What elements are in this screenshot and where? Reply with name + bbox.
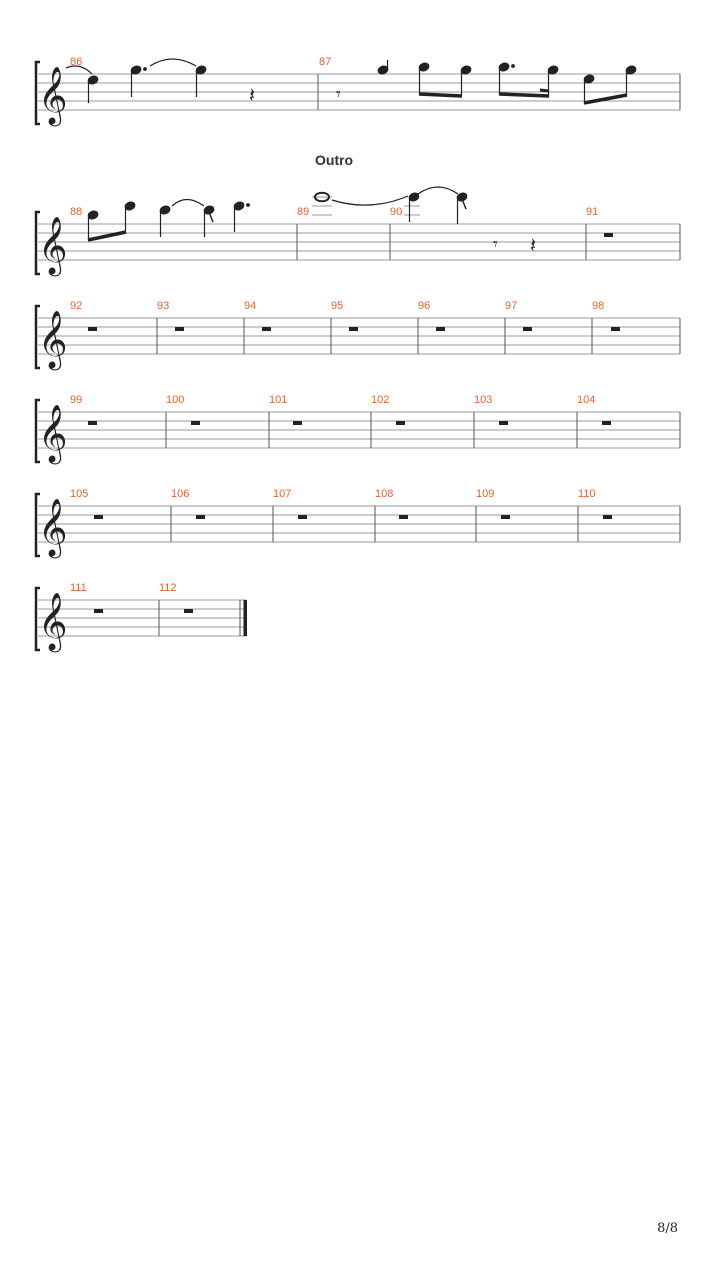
measure-number: 93 — [157, 300, 170, 312]
measure-number: 92 — [70, 300, 83, 312]
whole-rest-icon — [349, 327, 358, 331]
whole-rest-icon — [88, 327, 97, 331]
measure-number: 112 — [159, 582, 177, 594]
eighth-rest-icon: 𝄾 — [336, 84, 341, 105]
treble-clef-icon: 𝄞 — [38, 592, 68, 650]
whole-rest-icon — [604, 233, 613, 237]
quarter-rest-icon: 𝄽 — [249, 83, 256, 107]
notes-measure-88 — [87, 200, 249, 242]
measure-number: 108 — [375, 488, 394, 500]
measure-number: 91 — [586, 206, 599, 218]
measure-number: 89 — [297, 206, 310, 218]
whole-rest-icon — [396, 421, 405, 425]
treble-clef-icon: 𝄞 — [38, 404, 68, 462]
whole-rest-icon — [191, 421, 200, 425]
measure-number: 103 — [474, 394, 493, 406]
measure-number: 90 — [390, 206, 403, 218]
measure-number: 109 — [476, 488, 495, 500]
whole-rest-icon — [175, 327, 184, 331]
system-6 — [38, 600, 246, 636]
measure-number: 100 — [166, 394, 185, 406]
measure-number: 95 — [331, 300, 344, 312]
measure-number: 105 — [70, 488, 89, 500]
measure-number: 86 — [70, 56, 83, 68]
whole-rest-icon — [603, 515, 612, 519]
measure-number: 87 — [319, 56, 332, 68]
whole-rest-icon — [436, 327, 445, 331]
measure-number: 97 — [505, 300, 518, 312]
treble-clef-icon: 𝄞 — [38, 216, 68, 274]
whole-rest-icon — [611, 327, 620, 331]
whole-rest-icon — [94, 609, 103, 613]
notes-measure-87 — [377, 60, 637, 104]
system-4 — [38, 412, 680, 448]
whole-rest-icon — [196, 515, 205, 519]
measure-number: 102 — [371, 394, 390, 406]
section-label: Outro — [315, 152, 354, 168]
treble-clef-icon: 𝄞 — [38, 498, 68, 556]
whole-rest-icon — [88, 421, 97, 425]
measure-number: 98 — [592, 300, 605, 312]
measure-number: 101 — [269, 394, 288, 406]
measure-number: 96 — [418, 300, 431, 312]
measure-number: 88 — [70, 206, 83, 218]
whole-rest-icon — [501, 515, 510, 519]
whole-rest-icon — [262, 327, 271, 331]
measure-number: 99 — [70, 394, 83, 406]
whole-rest-icon — [184, 609, 193, 613]
system-5 — [38, 506, 680, 542]
measure-number: 106 — [171, 488, 190, 500]
system-3 — [38, 318, 680, 354]
whole-rest-icon — [293, 421, 302, 425]
whole-rest-icon — [523, 327, 532, 331]
whole-rest-icon — [399, 515, 408, 519]
measure-number: 104 — [577, 394, 596, 406]
whole-rest-icon — [94, 515, 103, 519]
treble-clef-icon: 𝄞 — [38, 310, 68, 368]
whole-rest-icon — [298, 515, 307, 519]
measure-number: 110 — [578, 488, 596, 500]
measure-number: 107 — [273, 488, 292, 500]
treble-clef-icon: 𝄞 — [38, 66, 68, 124]
whole-rest-icon — [499, 421, 508, 425]
eighth-rest-icon: 𝄾 — [493, 234, 498, 255]
measure-number: 94 — [244, 300, 257, 312]
measure-number: 111 — [70, 582, 87, 594]
page-number: 8/8 — [657, 1221, 678, 1236]
whole-rest-icon — [602, 421, 611, 425]
notes-measure-86 — [66, 59, 207, 103]
quarter-rest-icon: 𝄽 — [530, 233, 537, 257]
